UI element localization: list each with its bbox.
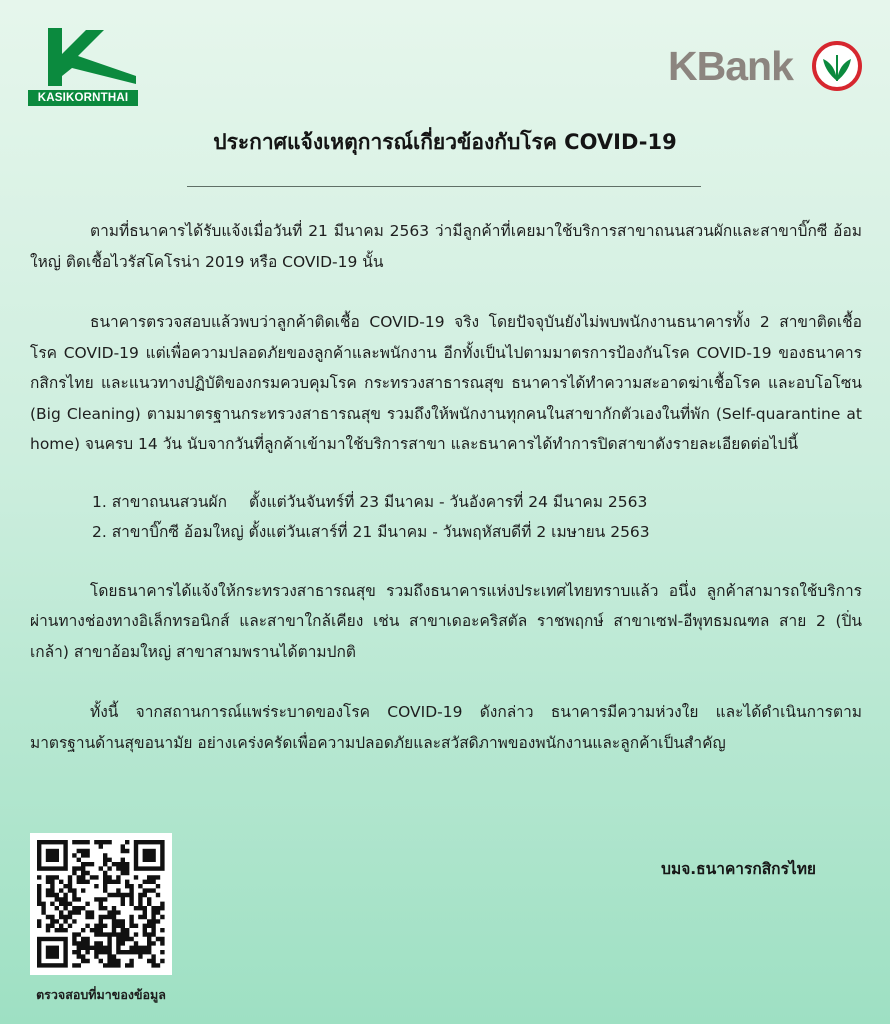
paragraph-actions: ธนาคารตรวจสอบแล้วพบว่าลูกค้าติดเชื้อ COVID-19 จริง โดยปัจจุบันยังไม่พบพนักงานธนาคารทั้ง 2 สาขาติดเชื้อโรค COVID-19 แต่เพื่อความปลอดภัยของลูกค้าและพนักงาน อีกทั้งเป็นไปตามมาตรการป้องกันโรค COVID-19 ของธนาคารกสิกรไทย และแนวทางปฏิบัติของกรมควบคุมโรค กระทรวงสาธารณสุข ธนาคารได้ทำความสะอาดฆ่าเชื้อโรค และอบโอโซน (Big Cleaning) ตามมาตรฐานกระทรวงสาธารณสุข รวมถึงให้พนักงานทุกคนในสาขากักตัวเองในที่พัก (Self-quarantine at home) จนครบ 14 วัน นับจากวันที่ลูกค้าเข้ามาใช้บริการสาขา และธนาคารได้ทำการปิดสาขาดังรายละเอียดต่อไปนี้ [30, 313, 862, 453]
list-item [92, 517, 862, 548]
branch-period: ตั้งแต่วันจันทร์ที่ 23 มีนาคม - วันอังคารที่ 24 มีนาคม 2563 [248, 492, 648, 511]
paragraph-intro: ตามที่ธนาคารได้รับแจ้งเมื่อวันที่ 21 มีนาคม 2563 ว่ามีลูกค้าที่เคยมาใช้บริการสาขาถนนสวนผักและสาขาบิ๊กซี อ้อมใหญ่ ติดเชื้อไวรัสโคโรน่า 2019 หรือ COVID-19 นั้น [30, 222, 862, 271]
branch-period: ตั้งแต่วันเสาร์ที่ 21 มีนาคม - วันพฤหัสบดีที่ 2 เมษายน 2563 [248, 523, 650, 541]
signature: บมจ.ธนาคารกสิกรไทย [661, 860, 816, 878]
kasikornthai-logo [28, 24, 140, 108]
paragraph-alternatives: โดยธนาคารได้แจ้งให้กระทรวงสาธารณสุข รวมถึงธนาคารแห่งประเทศไทยทราบแล้ว อนึ่ง ลูกค้าสามารถใช้บริการผ่านทางช่องทางอิเล็กทรอนิกส์ และสาขาใกล้เคียง เช่น สาขาเดอะคริสตัล ราชพฤกษ์ สาขาเซฟ-อีพุทธมณฑล สาย 2 (ปิ่นเกล้า) สาขาอ้อมใหญ่ สาขาสามพรานได้ตามปกติ [30, 581, 862, 661]
page-title: ประกาศแจ้งเหตุการณ์เกี่ยวข้องกับโรค COVID-19 [213, 130, 677, 154]
kbank-wordmark: KBank [668, 43, 793, 89]
title-divider [187, 186, 701, 187]
qr-code-icon [30, 833, 172, 975]
branch-closure-list [30, 487, 862, 548]
qr-caption: ตรวจสอบที่มาของข้อมูล [36, 987, 166, 1002]
kbank-logo [668, 40, 868, 92]
kasikornthai-k-mark-icon [28, 24, 140, 90]
branch-name: 2. สาขาบิ๊กซี อ้อมใหญ่ [92, 523, 244, 541]
list-item [92, 487, 862, 518]
qr-code[interactable] [30, 833, 172, 975]
kbank-leaf-seal-icon [812, 41, 862, 91]
branch-name: 1. สาขาถนนสวนผัก [92, 492, 227, 511]
paragraph-closing: ทั้งนี้ จากสถานการณ์แพร่ระบาดของโรค COVID-19 ดังกล่าว ธนาคารมีความห่วงใย และได้ดำเนินการตามมาตรฐานด้านสุขอนามัย อย่างเคร่งครัดเพื่อความปลอดภัยและสวัสดิภาพของพนักงานและลูกค้าเป็นสำคัญ [30, 703, 862, 752]
kasikornthai-wordmark: KASIKORNTHAI [28, 90, 138, 106]
announcement-body [30, 216, 862, 788]
